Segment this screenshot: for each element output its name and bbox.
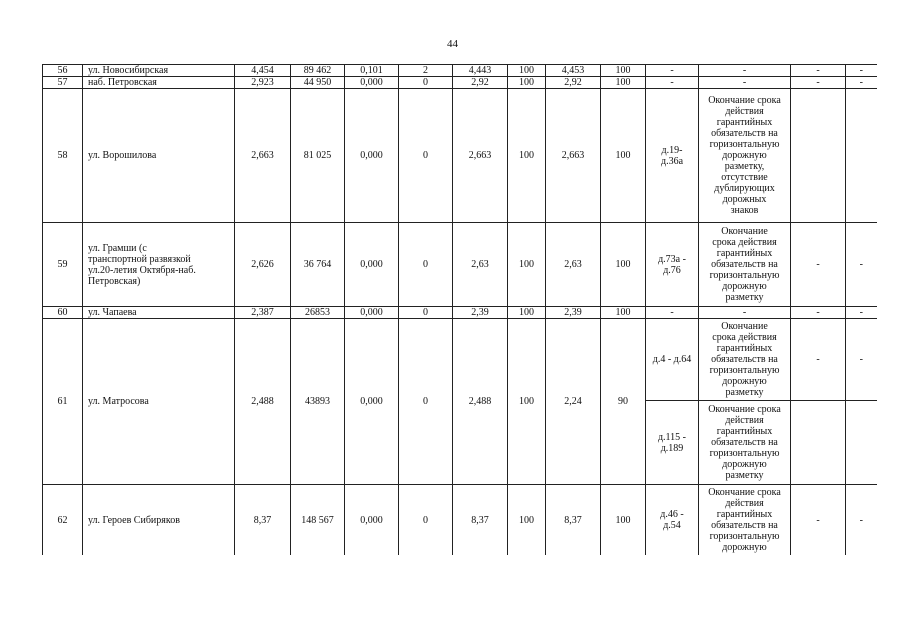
area-cell: 89 462 — [291, 65, 345, 77]
extra-cell: - — [791, 307, 846, 319]
length-cell: 4,454 — [235, 65, 291, 77]
length-cell: 2,663 — [235, 89, 291, 223]
address-range-cell: - — [646, 65, 699, 77]
address-range-cell: - — [646, 77, 699, 89]
value-cell: 2,663 — [546, 89, 601, 223]
percent-cell: 100 — [601, 77, 646, 89]
address-range-cell: д.19- д.36а — [646, 89, 699, 223]
address-range-cell: - — [646, 307, 699, 319]
value-cell: 0,000 — [345, 319, 399, 485]
note-cell: Окончание срока действия гарантийных обязательств на горизонтальную дорожную разметку — [699, 319, 791, 401]
address-range-cell: д.115 - д.189 — [646, 401, 699, 485]
table-row — [43, 77, 877, 89]
area-cell: 36 764 — [291, 223, 345, 307]
extra-cell: - — [846, 319, 877, 401]
table-row — [43, 223, 877, 307]
street-name-cell: ул. Матросова — [83, 319, 235, 485]
value-cell: 0,000 — [345, 223, 399, 307]
value-cell: 2,39 — [453, 307, 508, 319]
value-cell: 2,488 — [453, 319, 508, 485]
extra-cell: - — [791, 485, 846, 556]
area-cell: 81 025 — [291, 89, 345, 223]
note-cell: Окончание срока действия гарантийных обязательств на горизонтальную дорожную разметку — [699, 401, 791, 485]
row-number-cell: 58 — [43, 89, 83, 223]
table-row — [43, 65, 877, 77]
row-number-cell: 56 — [43, 65, 83, 77]
value-cell: 0,000 — [345, 77, 399, 89]
length-cell: 2,387 — [235, 307, 291, 319]
percent-cell: 100 — [601, 89, 646, 223]
value-cell: 2,63 — [453, 223, 508, 307]
table-row — [43, 307, 877, 319]
area-cell: 44 950 — [291, 77, 345, 89]
value-cell: 0,000 — [345, 307, 399, 319]
value-cell: 8,37 — [546, 485, 601, 556]
street-name-cell: ул. Ворошилова — [83, 89, 235, 223]
row-number-cell: 57 — [43, 77, 83, 89]
value-cell: 0,000 — [345, 89, 399, 223]
area-cell: 148 567 — [291, 485, 345, 556]
note-cell: Окончание срока действия гарантийных обязательств на горизонтальную дорожную разметку, отсутствие дублирующих дорожных знаков — [699, 89, 791, 223]
percent-cell: 100 — [508, 77, 546, 89]
value-cell: 0,101 — [345, 65, 399, 77]
street-name-cell: ул. Героев Сибиряков — [83, 485, 235, 556]
length-cell: 8,37 — [235, 485, 291, 556]
address-range-cell: д.4 - д.64 — [646, 319, 699, 401]
value-cell: 0 — [399, 485, 453, 556]
address-range-cell: д.46 - д.54 — [646, 485, 699, 556]
table-row — [43, 89, 877, 223]
percent-cell: 100 — [508, 319, 546, 485]
note-cell: Окончание срока действия гарантийных обязательств на горизонтальную дорожную — [699, 485, 791, 556]
percent-cell: 100 — [508, 65, 546, 77]
area-cell: 43893 — [291, 319, 345, 485]
street-name-cell: ул. Грамши (с транспортной развязкой ул.20-летия Октября-наб. Петровская) — [83, 223, 235, 307]
note-cell: - — [699, 65, 791, 77]
street-name-cell: ул. Чапаева — [83, 307, 235, 319]
extra-cell: - — [846, 485, 877, 556]
percent-cell: 100 — [601, 485, 646, 556]
extra-cell: - — [846, 223, 877, 307]
note-cell: - — [699, 77, 791, 89]
extra-cell: - — [791, 65, 846, 77]
percent-cell: 100 — [508, 307, 546, 319]
extra-cell — [846, 401, 877, 485]
area-cell: 26853 — [291, 307, 345, 319]
percent-cell: 100 — [508, 223, 546, 307]
percent-cell: 100 — [601, 307, 646, 319]
value-cell: 2,92 — [546, 77, 601, 89]
street-name-cell: наб. Петровская — [83, 77, 235, 89]
length-cell: 2,626 — [235, 223, 291, 307]
extra-cell: - — [846, 65, 877, 77]
percent-cell: 100 — [508, 485, 546, 556]
row-number-cell: 62 — [43, 485, 83, 556]
length-cell: 2,488 — [235, 319, 291, 485]
percent-cell: 100 — [601, 223, 646, 307]
extra-cell: - — [791, 77, 846, 89]
value-cell: 0 — [399, 77, 453, 89]
address-range-cell: д.73а - д.76 — [646, 223, 699, 307]
value-cell: 4,453 — [546, 65, 601, 77]
percent-cell: 100 — [508, 89, 546, 223]
value-cell: 0 — [399, 223, 453, 307]
extra-cell: - — [846, 77, 877, 89]
extra-cell: - — [846, 307, 877, 319]
table-row — [43, 319, 877, 401]
row-number-cell: 60 — [43, 307, 83, 319]
value-cell: 2,92 — [453, 77, 508, 89]
value-cell: 4,443 — [453, 65, 508, 77]
page-number: 44 — [447, 38, 458, 50]
road-repair-table — [42, 64, 877, 555]
value-cell: 0,000 — [345, 485, 399, 556]
value-cell: 0 — [399, 89, 453, 223]
value-cell: 8,37 — [453, 485, 508, 556]
extra-cell — [846, 89, 877, 223]
table-row — [43, 485, 877, 556]
percent-cell: 90 — [601, 319, 646, 485]
value-cell: 0 — [399, 307, 453, 319]
street-name-cell: ул. Новосибирская — [83, 65, 235, 77]
note-cell: Окончание срока действия гарантийных обязательств на горизонтальную дорожную разметку — [699, 223, 791, 307]
value-cell: 2,39 — [546, 307, 601, 319]
row-number-cell: 61 — [43, 319, 83, 485]
row-number-cell: 59 — [43, 223, 83, 307]
value-cell: 2 — [399, 65, 453, 77]
extra-cell: - — [791, 223, 846, 307]
value-cell: 2,63 — [546, 223, 601, 307]
value-cell: 2,663 — [453, 89, 508, 223]
length-cell: 2,923 — [235, 77, 291, 89]
value-cell: 2,24 — [546, 319, 601, 485]
extra-cell — [791, 89, 846, 223]
extra-cell: - — [791, 319, 846, 401]
value-cell: 0 — [399, 319, 453, 485]
percent-cell: 100 — [601, 65, 646, 77]
note-cell: - — [699, 307, 791, 319]
extra-cell — [791, 401, 846, 485]
